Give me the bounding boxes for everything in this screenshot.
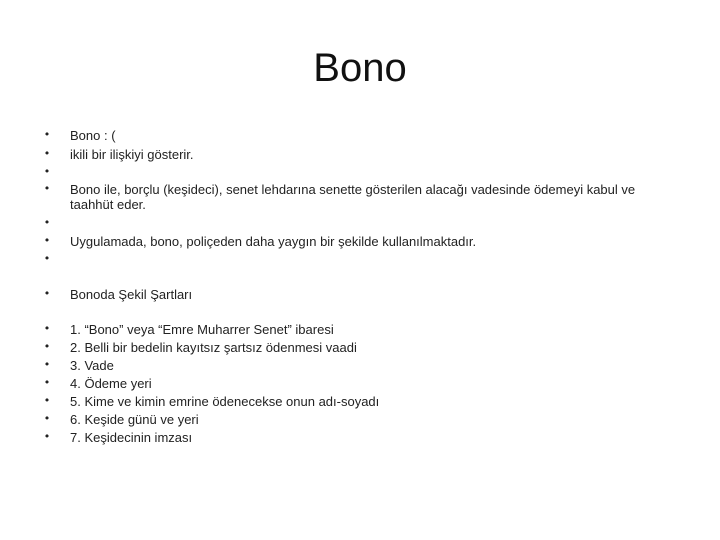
bullet-text: 1. “Bono” veya “Emre Muharrer Senet” ibaresi	[70, 322, 334, 337]
bullet-marker: •	[43, 412, 51, 425]
bullet-text: 6. Keşide günü ve yeri	[70, 412, 199, 427]
bullet-marker: •	[43, 287, 51, 300]
bullet-text: 4. Ödeme yeri	[70, 376, 152, 391]
bullet-text: 3. Vade	[70, 358, 114, 373]
bullet-marker: •	[43, 358, 51, 371]
bullet-marker: •	[43, 376, 51, 389]
bullet-marker: •	[43, 430, 51, 443]
bullet-text: 2. Belli bir bedelin kayıtsız şartsız ödenmesi vaadi	[70, 340, 357, 355]
slide-title: Bono	[313, 46, 407, 90]
bullet-marker: •	[43, 394, 51, 407]
bullet-text: 5. Kime ve kimin emrine ödenecekse onun adı-soyadı	[70, 394, 380, 409]
bullet-marker: •	[43, 322, 51, 335]
bullet-marker: •	[43, 128, 51, 141]
bullet-marker: •	[43, 234, 51, 247]
bullet-text: ikili bir ilişkiyi gösterir.	[70, 147, 194, 162]
bullet-text: Uygulamada, bono, poliçeden daha yaygın bir şekilde kullanılmaktadır.	[70, 234, 477, 249]
bullet-text: Bono : (	[70, 128, 116, 143]
bullet-marker: •	[43, 165, 51, 178]
bullet-marker: •	[43, 182, 51, 195]
bullet-text: 7. Keşidecinin imzası	[70, 430, 193, 445]
bullet-marker: •	[43, 252, 51, 265]
bullet-marker: •	[43, 216, 51, 229]
bullet-marker: •	[43, 340, 51, 353]
bullet-marker: •	[43, 147, 51, 160]
bullet-text: Bonoda Şekil Şartları	[70, 287, 193, 302]
bullet-text: Bono ile, borçlu (keşideci), senet lehdarına senette gösterilen alacağı vadesinde ödemeyi kabul ve taahhüt eder.	[70, 182, 636, 212]
